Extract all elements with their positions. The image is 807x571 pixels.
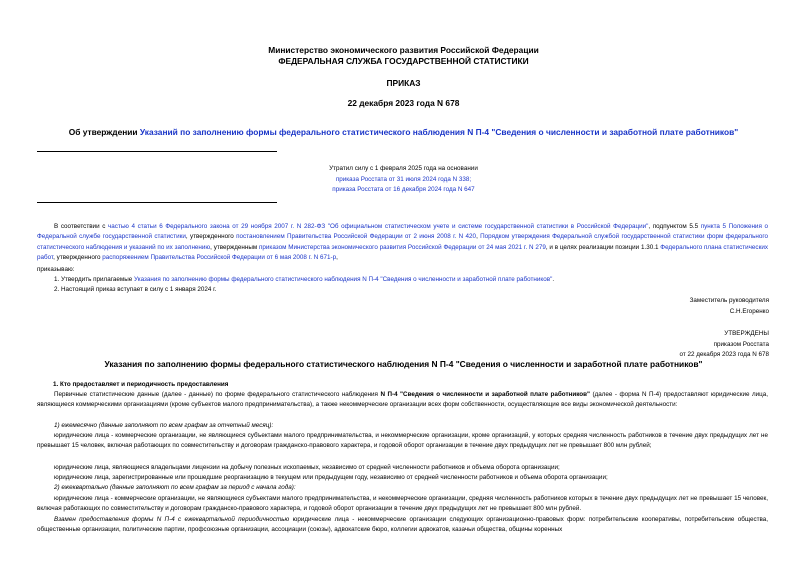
plan-link[interactable]: Федерального плана статистических работ [37,243,769,261]
section-1-title: 1. Кто предоставляет и периодичность предоставления [53,381,229,388]
signature-position: Заместитель руководителя [689,297,769,304]
approval-line-3: от 22 декабря 2023 года N 678 [679,351,769,358]
signature-name: С.Н.Егоренко [729,308,769,315]
preamble-text: , [476,233,481,241]
title-prefix: Об утверждении [68,127,140,137]
instructions-link[interactable]: Указания по заполнению формы федерального статистического наблюдения N П-4 "Сведения о численности и заработной плате работников" [134,276,553,283]
notice-link-2[interactable]: приказа Росстата от 16 декабря 2024 года N 647 [332,186,475,193]
substitution-italic: Взамен предоставления формы N П-4 с ежеквартальной периодичностью [54,516,290,523]
ministry-order-link[interactable]: приказом Министерства экономического развития Российской Федерации от 24 мая 2021 г. N 279 [259,243,546,251]
resolution-link[interactable]: постановлением Правительства Российской Федерации от 2 июня 2008 г. N 420 [236,233,477,241]
monthly-paragraph-1: юридические лица - коммерческие организации, не являющиеся субъектами малого предпринимательства, и некоммерческие организации, кроме организаций, у которых средняя численность работников в течение двух предыдущих лет не превышает 15 человек, включая работающих по совместительству и договорам гражданско-правового характера, и годовой оборот организации в течение двух предыдущих лет не превышает 800 млн рублей; [37,432,768,450]
law-link[interactable]: частью 4 статьи 6 Федерального закона от 29 ноября 2007 г. N 282-ФЗ "Об официальном статистическом учете и системе государственной статистики в Российской Федерации" [108,223,649,230]
item-1-text: 1. Утвердить прилагаемые [54,276,134,283]
document-type: ПРИКАЗ [386,78,421,88]
service-name: ФЕДЕРАЛЬНАЯ СЛУЖБА ГОСУДАРСТВЕННОЙ СТАТИСТИКИ [278,56,529,66]
divider-top [37,151,277,152]
p1-text: Первичные статистические данные (далее - данные) по форме федерального статистического наблюдения [54,391,381,398]
preamble-text: , подпунктом 5.5 [648,223,701,230]
substitution-paragraph [37,515,768,536]
preamble-paragraph [37,222,768,263]
ministry-name: Министерство экономического развития Российской Федерации [268,45,539,55]
item-2: 2. Настоящий приказ вступает в силу с 1 января 2024 г. [54,286,217,293]
p1-text: (далее - форма N П-4) предоставляют юридические лица, являющиеся коммерческими организациями (кроме субъектов малого предпринимательства), а также некоммерческие организации всех форм собственности, осуществляющие все виды экономической деятельности: [37,391,768,409]
order-word: приказываю: [37,266,75,273]
approval-line-2: приказом Росстата [713,341,769,348]
preamble-text: , утвержденного [185,233,237,241]
preamble-text: В соответствии с [54,223,109,230]
document-date-number: 22 декабря 2023 года N 678 [347,98,460,108]
monthly-heading: 1) ежемесячно (данные заполняют по всем графам за отчетный месяц): [54,422,274,429]
annex-paragraph-1 [37,390,768,411]
approval-line-1: УТВЕРЖДЕНЫ [724,330,769,337]
quarterly-heading: 2) ежеквартально (данные заполняют по всем графам за период с начала года): [54,484,296,491]
document-title [0,127,807,137]
quarterly-paragraph: юридические лица - коммерческие организации, не являющиеся субъектами малого предпринимательства, и некоммерческие организации, средняя численность работников которых в течение двух предыдущих лет не превышает 15 человек, включая работающих по совместительству и договорам гражданско-правового характера, и годовой оборот организации в течение двух предыдущих лет не превышает 800 млн рублей. [37,495,768,513]
notice-link-1[interactable]: приказа Росстата от 31 июля 2024 года N 338; [335,176,472,183]
decree-link[interactable]: распоряжением Правительства Российской Федерации от 6 мая 2008 г. N 671-р [102,253,337,261]
regulation-link[interactable]: пункта 5 Положения о Федеральной службе государственной статистики [37,223,768,241]
item-1-end: . [552,276,555,283]
procedure-link[interactable]: Порядком утверждения Федеральной службой государственной статистики форм федерального статистического наблюдения и указаний по их заполнению [37,233,769,251]
annex-title: Указания по заполнению формы федерального статистического наблюдения N П-4 "Сведения о численности и заработной плате работников" [104,359,703,369]
substitution-text: юридические лица - некоммерческие организации следующих организационно-правовых форм: потребительские кооперативы, потребительские общества, общественные организации, политические партии, профсоюзные организации, ассоциации (союзы), адвокатские бюро, коллегии адвокатов, казачьи общества, общины коренных [37,516,769,534]
preamble-text: , [336,253,338,261]
monthly-paragraph-3: юридические лица, зарегистрированные или прошедшие реорганизацию в текущем или предыдущем году, независимо от средней численности работников и объема оборота организации; [54,474,608,481]
preamble-text: , утвержденного [53,253,103,261]
title-link[interactable]: Указаний по заполнению формы федерального статистического наблюдения N П-4 "Сведения о численности и заработной плате работников" [139,127,739,137]
monthly-paragraph-2: юридические лица, являющиеся владельцами лицензии на добычу полезных ископаемых, независимо от средней численности работников и объема оборота организации; [54,464,560,471]
divider-bottom [37,202,277,203]
item-1 [37,275,768,285]
preamble-text: , и в целях реализации позиции 1.30.1 [545,243,661,251]
form-name: N П-4 "Сведения о численности и заработной плате работников" [380,391,590,398]
notice-line-1: Утратил силу с 1 февраля 2025 года на основании [329,165,478,172]
preamble-text: , утвержденным [210,243,259,251]
